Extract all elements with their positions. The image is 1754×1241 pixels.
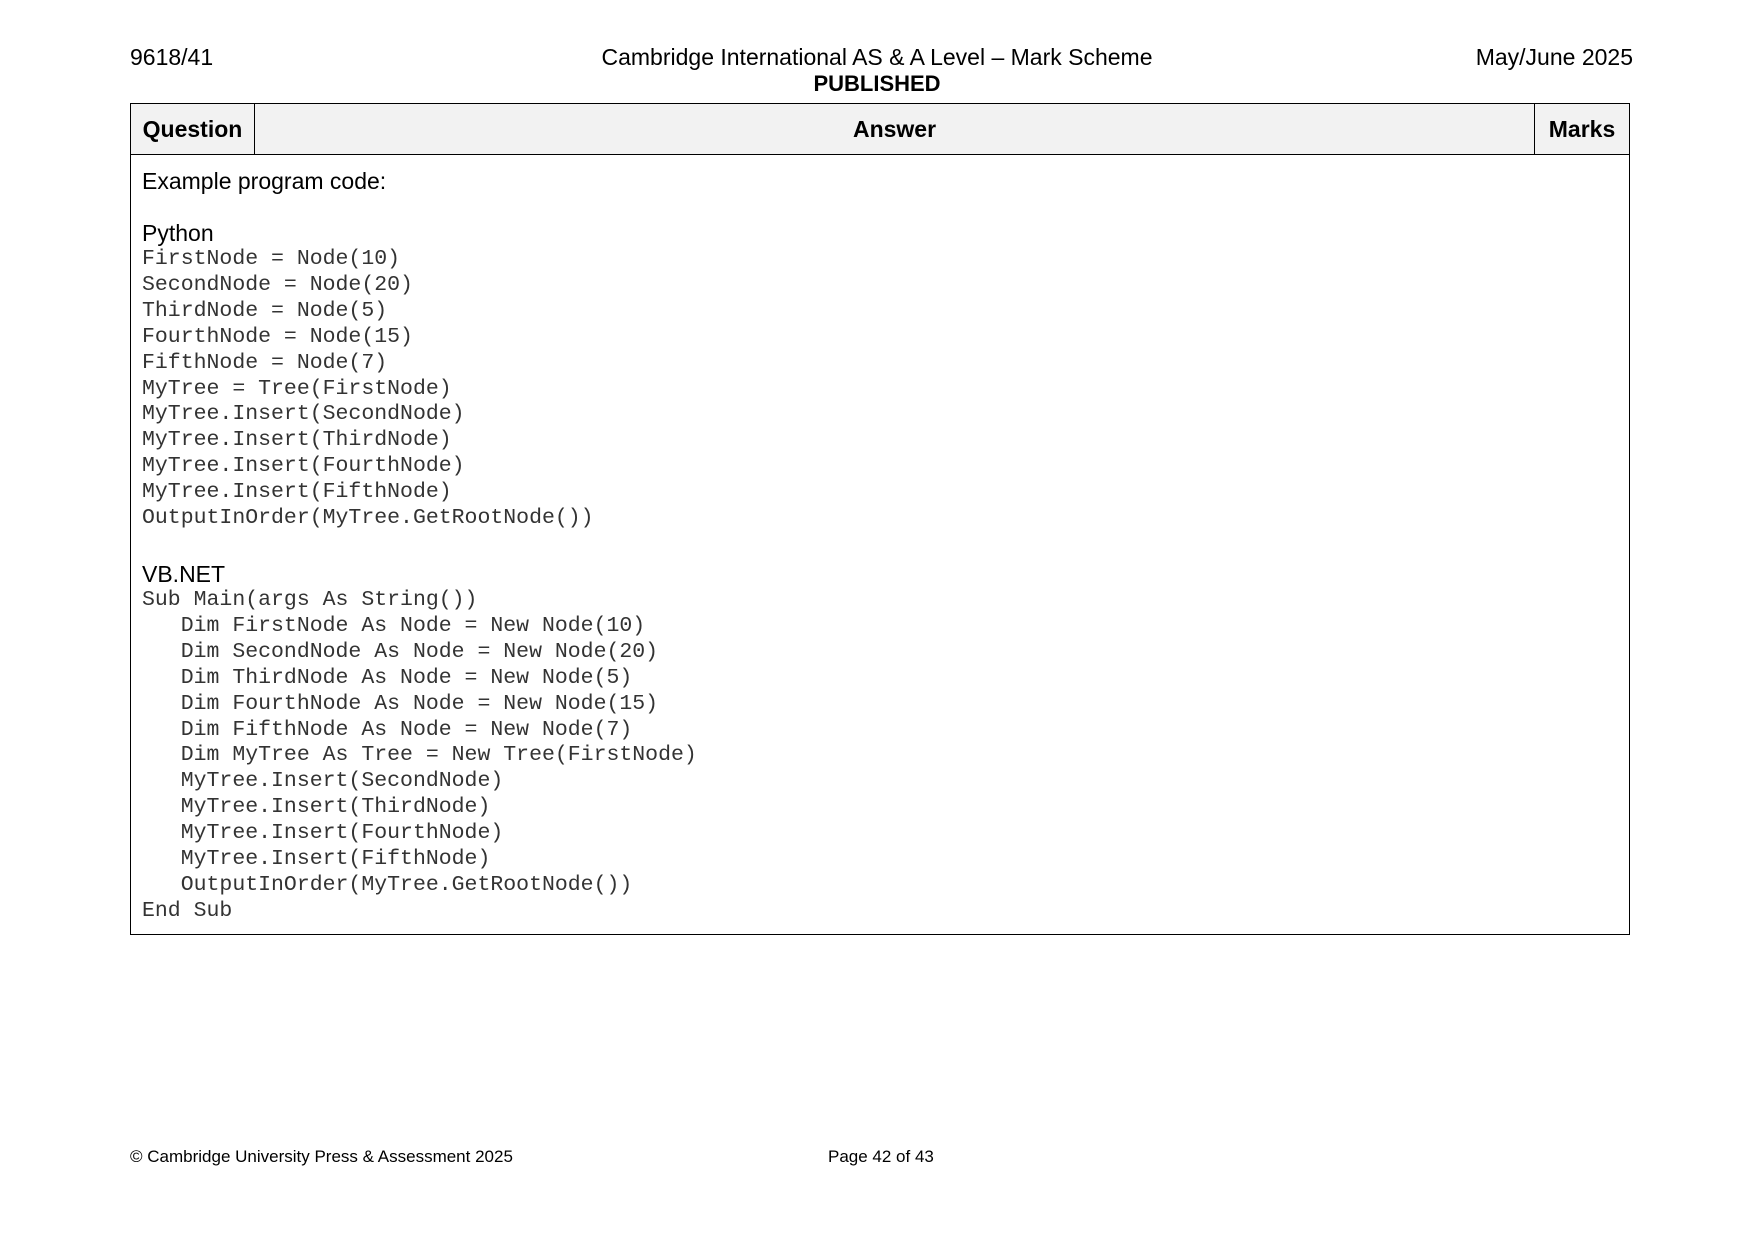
vbnet-code-line: End Sub — [142, 898, 233, 923]
vbnet-code-line: Sub Main(args As String()) — [142, 587, 478, 612]
paper-code: 9618/41 — [130, 44, 214, 70]
published-label: PUBLISHED — [813, 71, 941, 96]
python-code-line: MyTree.Insert(FifthNode) — [142, 480, 452, 505]
answer-cell — [142, 167, 697, 925]
vbnet-code-line: Dim ThirdNode As Node = New Node(5) — [142, 665, 633, 690]
vbnet-code-line: Dim FourthNode As Node = New Node(15) — [142, 691, 659, 716]
column-header-question: Question — [131, 104, 255, 154]
python-label: Python — [142, 220, 214, 246]
exam-session: May/June 2025 — [1475, 44, 1633, 70]
python-code-block — [142, 247, 697, 532]
page-number: Page 42 of 43 — [828, 1147, 934, 1166]
vbnet-code-line: MyTree.Insert(SecondNode) — [142, 769, 504, 794]
python-code-line: MyTree.Insert(FourthNode) — [142, 454, 465, 479]
python-code-line: FifthNode = Node(7) — [142, 350, 388, 375]
python-code-line: FirstNode = Node(10) — [142, 247, 401, 271]
vbnet-code-line: Dim SecondNode As Node = New Node(20) — [142, 639, 659, 664]
document-title: Cambridge International AS & A Level – Mark Scheme — [601, 44, 1153, 70]
table-header-row — [131, 104, 1629, 155]
python-code-line: MyTree = Tree(FirstNode) — [142, 376, 452, 401]
vbnet-code-line: MyTree.Insert(FifthNode) — [142, 847, 491, 872]
python-code-line: MyTree.Insert(SecondNode) — [142, 402, 465, 427]
vbnet-code-line: Dim FifthNode As Node = New Node(7) — [142, 717, 633, 742]
column-header-answer: Answer — [852, 115, 937, 142]
vbnet-code-line: Dim FirstNode As Node = New Node(10) — [142, 613, 646, 638]
vbnet-code-line: MyTree.Insert(ThirdNode) — [142, 795, 491, 820]
copyright-notice: © Cambridge University Press & Assessment 2025 — [130, 1147, 513, 1166]
vbnet-code-block — [142, 588, 697, 925]
vbnet-label: VB.NET — [142, 560, 226, 587]
vbnet-code-line: MyTree.Insert(FourthNode) — [142, 821, 504, 846]
python-code-line: ThirdNode = Node(5) — [142, 298, 388, 323]
mark-scheme-table — [130, 103, 1630, 935]
vbnet-code-line: OutputInOrder(MyTree.GetRootNode()) — [142, 872, 633, 897]
vbnet-code-line: Dim MyTree As Tree = New Tree(FirstNode) — [142, 743, 697, 768]
python-code-line: FourthNode = Node(15) — [142, 324, 413, 349]
python-code-line: MyTree.Insert(ThirdNode) — [142, 428, 452, 453]
python-code-line: SecondNode = Node(20) — [142, 272, 413, 297]
intro-text: Example program code: — [142, 168, 387, 194]
python-code-line: OutputInOrder(MyTree.GetRootNode()) — [142, 506, 594, 531]
column-header-marks: Marks — [1534, 104, 1629, 154]
